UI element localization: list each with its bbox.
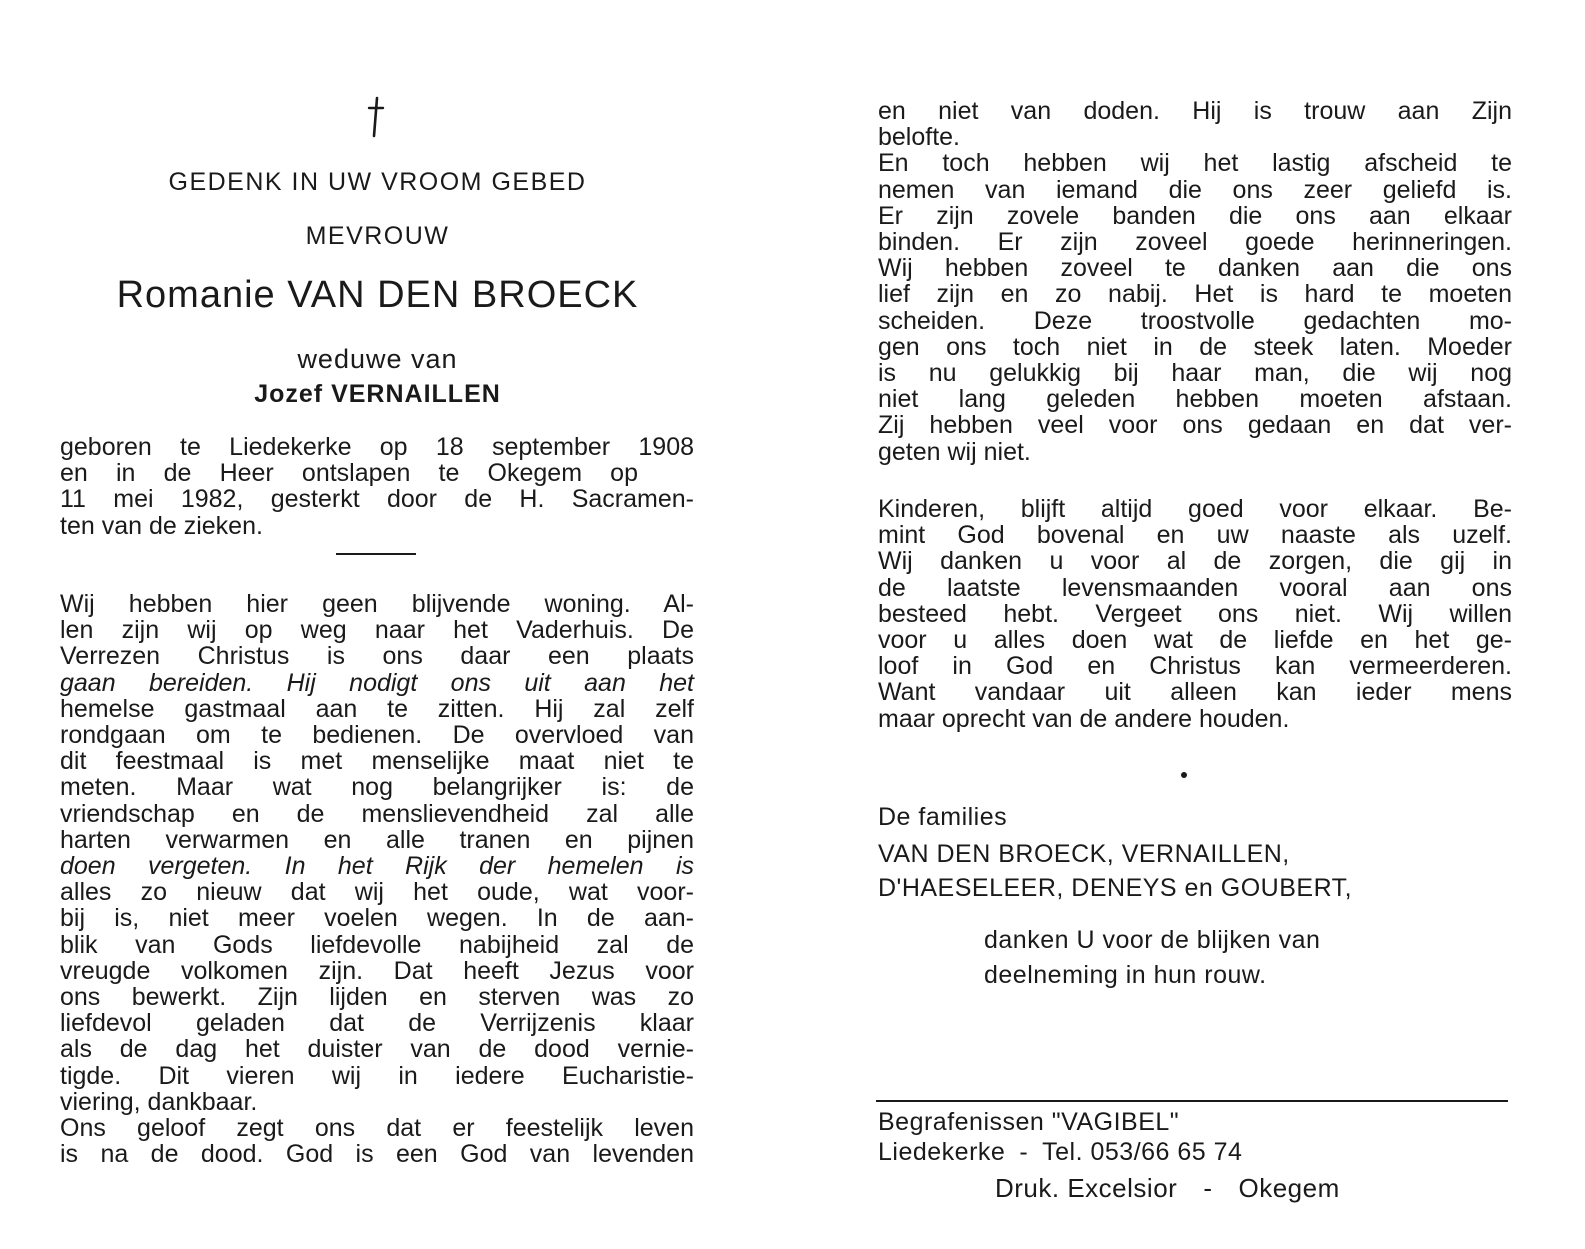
text-line: Verrezen Christus is ons daar een plaats [60, 642, 694, 671]
text-line: belofte. [878, 123, 961, 152]
text-line: doen vergeten. In het Rijk der hemelen is [60, 852, 694, 881]
text-line: len zijn wij op weg naar het Vaderhuis. De [60, 616, 694, 645]
text-line: Kinderen, blijft altijd goed voor elkaar. Be- [878, 495, 1512, 523]
text-line: en in de Heer ontslapen te Okegem op [60, 459, 638, 488]
text-line: dit feestmaal is met menselijke maat niet te [60, 747, 694, 776]
text-line: lief zijn en zo nabij. Het is hard te moeten [878, 280, 1512, 309]
footer-divider-rule [876, 1100, 1508, 1102]
text-line: mint God bovenal en uw naaste als uzelf. [878, 521, 1512, 550]
text-line: viering, dankbaar. [60, 1087, 258, 1116]
families-names-line: D'HAESELEER, DENEYS en GOUBERT, [878, 874, 1353, 902]
text-line: vriendschap en de menslievendheid zal alle [60, 799, 694, 828]
undertaker-name: Begrafenissen "VAGIBEL" [878, 1108, 1180, 1136]
separator-dash: - [1203, 1173, 1213, 1203]
undertaker-contact [878, 1138, 1242, 1167]
text-line: 11 mei 1982, gesterkt door de H. Sacramen- [60, 485, 694, 514]
exhortation-text [878, 496, 1512, 732]
text-line: ten van de zieken. [60, 511, 263, 540]
families-names-line: VAN DEN BROECK, VERNAILLEN, [878, 840, 1290, 868]
text-line: vreugde volkomen zijn. Dat heeft Jezus voor [60, 956, 694, 985]
text-line: blik van Gods liefdevolle nabijheid zal de [60, 930, 694, 959]
text-line: is na de dood. God is een God van levenden [60, 1140, 694, 1169]
widow-label: weduwe van [297, 344, 458, 374]
text-line: tigde. Dit vieren wij in iedere Eucharistie- [60, 1061, 694, 1090]
text-line: hemelse gastmaal aan te zitten. Hij zal zelf [60, 694, 694, 723]
undertaker-town: Liedekerke [878, 1138, 1006, 1166]
husband-first-name: Jozef [254, 380, 324, 408]
printer-town: Okegem [1238, 1173, 1340, 1203]
text-line: voor u alles doen wat de liefde en het ge- [878, 626, 1512, 655]
text-line: besteed hebt. Vergeet ons niet. Wij willen [878, 599, 1512, 628]
text-line: maar oprecht van de andere houden. [878, 704, 1290, 733]
text-line: nemen van iemand die ons zeer geliefd is. [878, 175, 1512, 204]
text-line: Wij hebben hier geen blijvende woning. Al- [60, 590, 694, 618]
text-line: bij is, niet meer voelen wegen. In de aan- [60, 904, 694, 933]
text-line: en niet van doden. Hij is trouw aan Zijn [878, 97, 1512, 125]
text-line: loof in God en Christus kan vermeerderen. [878, 652, 1512, 681]
undertaker-phone: Tel. 053/66 65 74 [1042, 1138, 1243, 1166]
text-line: niet lang geleden hebben moeten afstaan. [878, 385, 1512, 414]
honorific-title: MEVROUW [305, 222, 450, 250]
birth-death-details [60, 434, 694, 539]
text-line: is nu gelukkig bij haar man, die wij nog [878, 359, 1512, 388]
ornament-dot [1181, 772, 1187, 778]
text-line: ons bewerkt. Zijn lijden en sterven was zo [60, 983, 694, 1012]
prayer-header: GEDENK IN UW VROOM GEBED [168, 168, 587, 196]
husband-last-name: VERNAILLEN [331, 380, 501, 408]
families-label: De families [878, 803, 1008, 831]
divider-rule [336, 553, 416, 555]
meditation-text-right [878, 98, 1512, 465]
text-line: als de dag het duister van de dood vernie- [60, 1035, 694, 1064]
card-left-page [0, 0, 790, 1249]
text-line: Ons geloof zegt ons dat er feestelijk leven [60, 1114, 694, 1143]
text-line: de laatste levensmaanden vooral aan ons [878, 573, 1512, 602]
text-line: geboren te Liedekerke op 18 september 1908 [60, 433, 694, 461]
meditation-text-left [60, 591, 694, 1167]
text-line: rondgaan om te bedienen. De overvloed van [60, 721, 694, 750]
text-line: geten wij niet. [878, 437, 1031, 466]
text-line: Wij hebben zoveel te danken aan die ons [878, 254, 1512, 283]
printer-name: Druk. Excelsior [995, 1173, 1178, 1203]
text-line: gaan bereiden. Hij nodigt ons uit aan het [60, 668, 694, 697]
printer-credit [995, 1173, 1340, 1204]
text-line: harten verwarmen en alle tranen en pijnen [60, 825, 694, 854]
cross-icon [366, 96, 386, 138]
husband-name [60, 380, 695, 409]
separator-dash: - [1019, 1138, 1029, 1166]
deceased-name: Romanie VAN DEN BROECK [116, 274, 639, 316]
text-line: Want vandaar uit alleen kan ieder mens [878, 678, 1512, 707]
text-line: binden. Er zijn zoveel goede herinneringen. [878, 228, 1512, 257]
text-line: Zij hebben veel voor ons gedaan en dat ver- [878, 411, 1512, 440]
text-line: meten. Maar wat nog belangrijker is: de [60, 773, 694, 802]
text-line: scheiden. Deze troostvolle gedachten mo- [878, 306, 1512, 335]
text-line: Wij danken u voor al de zorgen, die gij in [878, 547, 1512, 576]
thanks-line: deelneming in hun rouw. [984, 961, 1267, 989]
text-line: liefdevol geladen dat de Verrijzenis klaar [60, 1009, 694, 1038]
text-line: En toch hebben wij het lastig afscheid te [878, 149, 1512, 178]
thanks-line: danken U voor de blijken van [984, 926, 1321, 954]
text-line: Er zijn zovele banden die ons aan elkaar [878, 201, 1512, 230]
text-line: alles zo nieuw dat wij het oude, wat voor- [60, 878, 694, 907]
text-line: gen ons toch niet in de steek laten. Moeder [878, 332, 1512, 361]
